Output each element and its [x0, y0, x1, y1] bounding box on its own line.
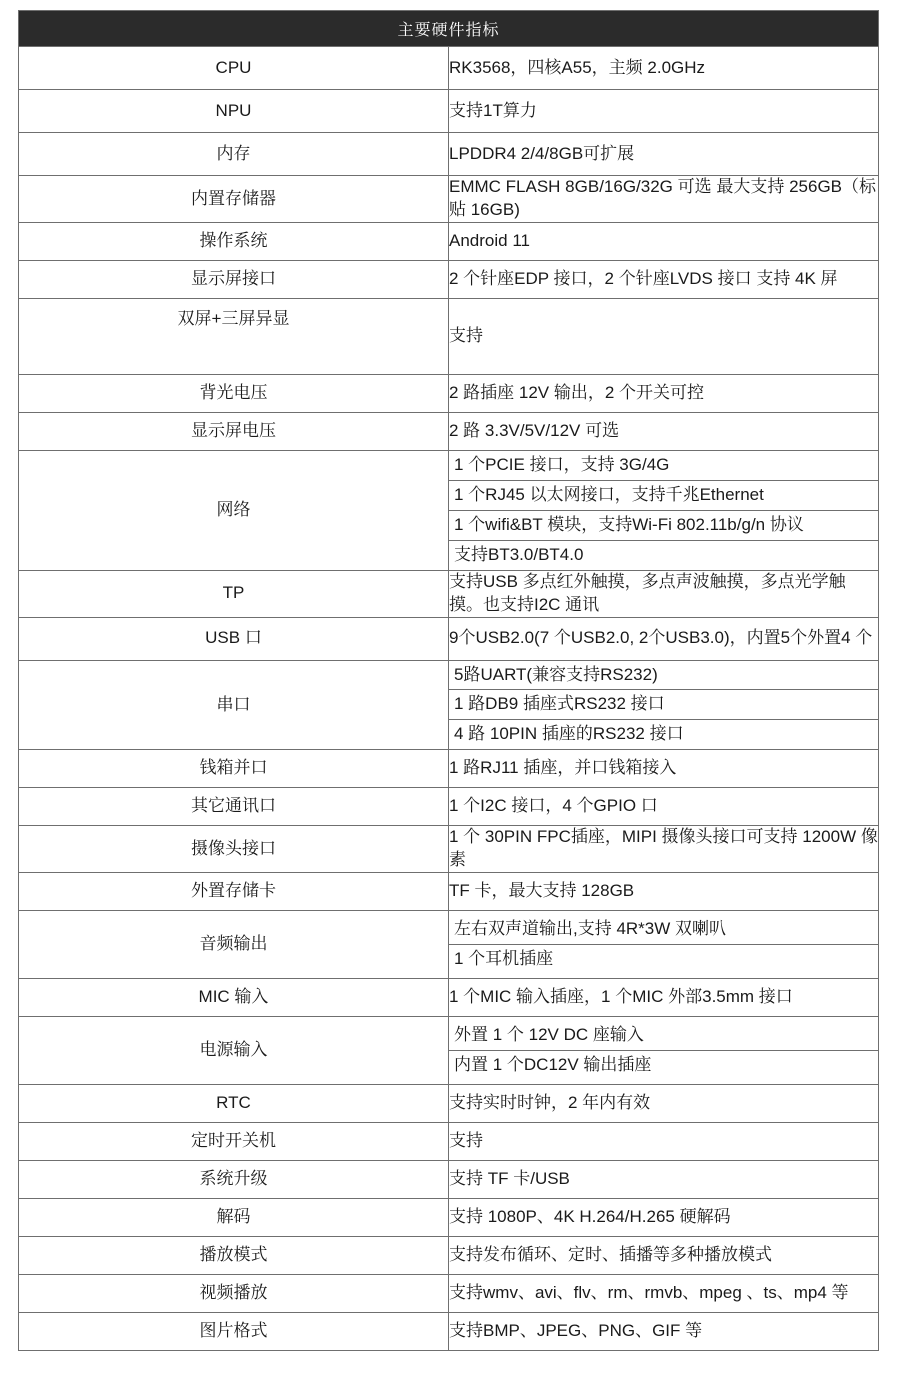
spec-sub-value: 支持BT3.0/BT4.0: [454, 544, 584, 564]
spec-sub-value: 外置 1 个 12V DC 座输入: [449, 1021, 878, 1050]
hardware-spec-table: [18, 10, 879, 1351]
table-row: [19, 873, 879, 911]
spec-sub-value: 4 路 10PIN 插座的RS232 接口: [454, 724, 684, 744]
spec-value-cell: 支持发布循环、定时、插播等多种播放模式: [449, 1237, 879, 1275]
spec-label-cell: 双屏+三屏异显: [19, 298, 449, 374]
spec-label-cell: MIC 输入: [19, 979, 449, 1017]
table-row: [19, 979, 879, 1017]
table-row: [19, 1123, 879, 1161]
spec-sub-row: [449, 720, 878, 749]
table-row: [19, 617, 879, 660]
spec-value-cell: 支持: [449, 1123, 879, 1161]
spec-sub-row: [449, 1051, 878, 1080]
spec-value-cell: 支持实时时钟，2 年内有效: [449, 1085, 879, 1123]
spec-sub-row: [449, 690, 878, 720]
table-title-row: [19, 11, 879, 47]
spec-value-cell: 2 路 3.3V/5V/12V 可选: [449, 412, 879, 450]
spec-label-cell: 其它通讯口: [19, 788, 449, 826]
spec-sub-table: [449, 915, 878, 974]
table-row: [19, 1199, 879, 1237]
table-row: [19, 1275, 879, 1313]
table-title: 主要硬件指标: [19, 11, 879, 47]
spec-value-cell: 支持wmv、avi、flv、rm、rmvb、mpeg 、ts、mp4 等: [449, 1275, 879, 1313]
table-row: [19, 374, 879, 412]
spec-label-cell: TP: [19, 570, 449, 617]
spec-label-cell: 操作系统: [19, 222, 449, 260]
spec-label-cell: 显示屏接口: [19, 260, 449, 298]
spec-label-cell: 系统升级: [19, 1161, 449, 1199]
table-row: [19, 1237, 879, 1275]
spec-sub-value: 5路UART(兼容支持RS232): [449, 661, 878, 690]
spec-label-cell: 定时开关机: [19, 1123, 449, 1161]
table-row: [19, 260, 879, 298]
spec-label-cell: CPU: [19, 47, 449, 90]
spec-label-cell: NPU: [19, 90, 449, 133]
spec-label-cell: 播放模式: [19, 1237, 449, 1275]
spec-value-cell: 支持 1080P、4K H.264/H.265 硬解码: [449, 1199, 879, 1237]
spec-sub-row: [449, 480, 878, 510]
table-row: [19, 450, 879, 570]
spec-label-cell: 显示屏电压: [19, 412, 449, 450]
spec-sub-row: [449, 945, 878, 974]
table-row: [19, 660, 879, 750]
spec-sub-table: [449, 1021, 878, 1080]
spec-label-cell: 钱箱并口: [19, 750, 449, 788]
spec-label-cell: 电源输入: [19, 1017, 449, 1085]
spec-sub-row: [449, 661, 878, 690]
spec-label-cell: 音频输出: [19, 911, 449, 979]
spec-sub-row: [449, 915, 878, 944]
table-row: [19, 1161, 879, 1199]
spec-sub-row: [449, 540, 878, 569]
table-row: [19, 412, 879, 450]
spec-value-cell: LPDDR4 2/4/8GB可扩展: [449, 133, 879, 176]
table-row: [19, 570, 879, 617]
spec-value-cell: [449, 1017, 879, 1085]
table-head: [19, 11, 879, 47]
spec-sub-value: 1 个wifi&BT 模块，支持Wi-Fi 802.11b/g/n 协议: [449, 510, 878, 540]
table-row: [19, 826, 879, 873]
spec-label-cell: 视频播放: [19, 1275, 449, 1313]
spec-value-cell: RK3568，四核A55，主频 2.0GHz: [449, 47, 879, 90]
table-row: [19, 90, 879, 133]
spec-value-cell: 支持BMP、JPEG、PNG、GIF 等: [449, 1313, 879, 1351]
spec-value-cell: 9个USB2.0(7 个USB2.0, 2个USB3.0)，内置5个外置4 个: [449, 617, 879, 660]
spec-sub-row: [449, 510, 878, 540]
spec-value-cell: 支持: [449, 298, 879, 374]
table-row: [19, 788, 879, 826]
table-row: [19, 222, 879, 260]
spec-sub-value: 1 路DB9 插座式RS232 接口: [449, 690, 878, 720]
spec-value-cell: 支持 TF 卡/USB: [449, 1161, 879, 1199]
table-row: [19, 133, 879, 176]
spec-value-cell: 1 个I2C 接口，4 个GPIO 口: [449, 788, 879, 826]
spec-value-cell: [449, 450, 879, 570]
spec-label-cell: 解码: [19, 1199, 449, 1237]
spec-label-cell: 外置存储卡: [19, 873, 449, 911]
spec-sub-table: [449, 661, 878, 750]
spec-label-cell: 背光电压: [19, 374, 449, 412]
spec-sub-table: [449, 451, 878, 570]
table-row: [19, 750, 879, 788]
spec-value-cell: 1 个 30PIN FPC插座，MIPI 摄像头接口可支持 1200W 像素: [449, 826, 879, 873]
spec-value-cell: [449, 660, 879, 750]
spec-sub-value: 1 个耳机插座: [454, 949, 554, 969]
table-row: [19, 176, 879, 223]
table-row: [19, 47, 879, 90]
spec-label-cell: 内置存储器: [19, 176, 449, 223]
spec-label-cell: 网络: [19, 450, 449, 570]
spec-label-cell: 内存: [19, 133, 449, 176]
spec-label-cell: 摄像头接口: [19, 826, 449, 873]
spec-label-cell: 图片格式: [19, 1313, 449, 1351]
spec-sub-row: [449, 1021, 878, 1050]
spec-value-cell: [449, 911, 879, 979]
table-row: [19, 1313, 879, 1351]
table-row: [19, 298, 879, 374]
table-row: [19, 1017, 879, 1085]
spec-label-cell: USB 口: [19, 617, 449, 660]
spec-sub-row: [449, 451, 878, 480]
spec-value-cell: Android 11: [449, 222, 879, 260]
spec-value-cell: TF 卡，最大支持 128GB: [449, 873, 879, 911]
spec-sub-value: 1 个RJ45 以太网接口，支持千兆Ethernet: [449, 480, 878, 510]
spec-value-cell: 1 个MIC 输入插座，1 个MIC 外部3.5mm 接口: [449, 979, 879, 1017]
spec-sub-value: 左右双声道输出,支持 4R*3W 双喇叭: [449, 915, 878, 944]
table-body: [19, 47, 879, 1351]
spec-value-cell: 支持USB 多点红外触摸，多点声波触摸，多点光学触摸。也支持I2C 通讯: [449, 570, 879, 617]
spec-value-cell: EMMC FLASH 8GB/16G/32G 可选 最大支持 256GB（标贴 16GB): [449, 176, 879, 223]
spec-value-cell: 1 路RJ11 插座，并口钱箱接入: [449, 750, 879, 788]
spec-label-cell: 串口: [19, 660, 449, 750]
spec-sub-value: 内置 1 个DC12V 输出插座: [454, 1055, 652, 1075]
table-row: [19, 911, 879, 979]
spec-label-cell: RTC: [19, 1085, 449, 1123]
spec-value-cell: 2 个针座EDP 接口，2 个针座LVDS 接口 支持 4K 屏: [449, 260, 879, 298]
spec-value-cell: 支持1T算力: [449, 90, 879, 133]
table-row: [19, 1085, 879, 1123]
spec-sub-value: 1 个PCIE 接口，支持 3G/4G: [449, 451, 878, 480]
spec-value-cell: 2 路插座 12V 输出，2 个开关可控: [449, 374, 879, 412]
